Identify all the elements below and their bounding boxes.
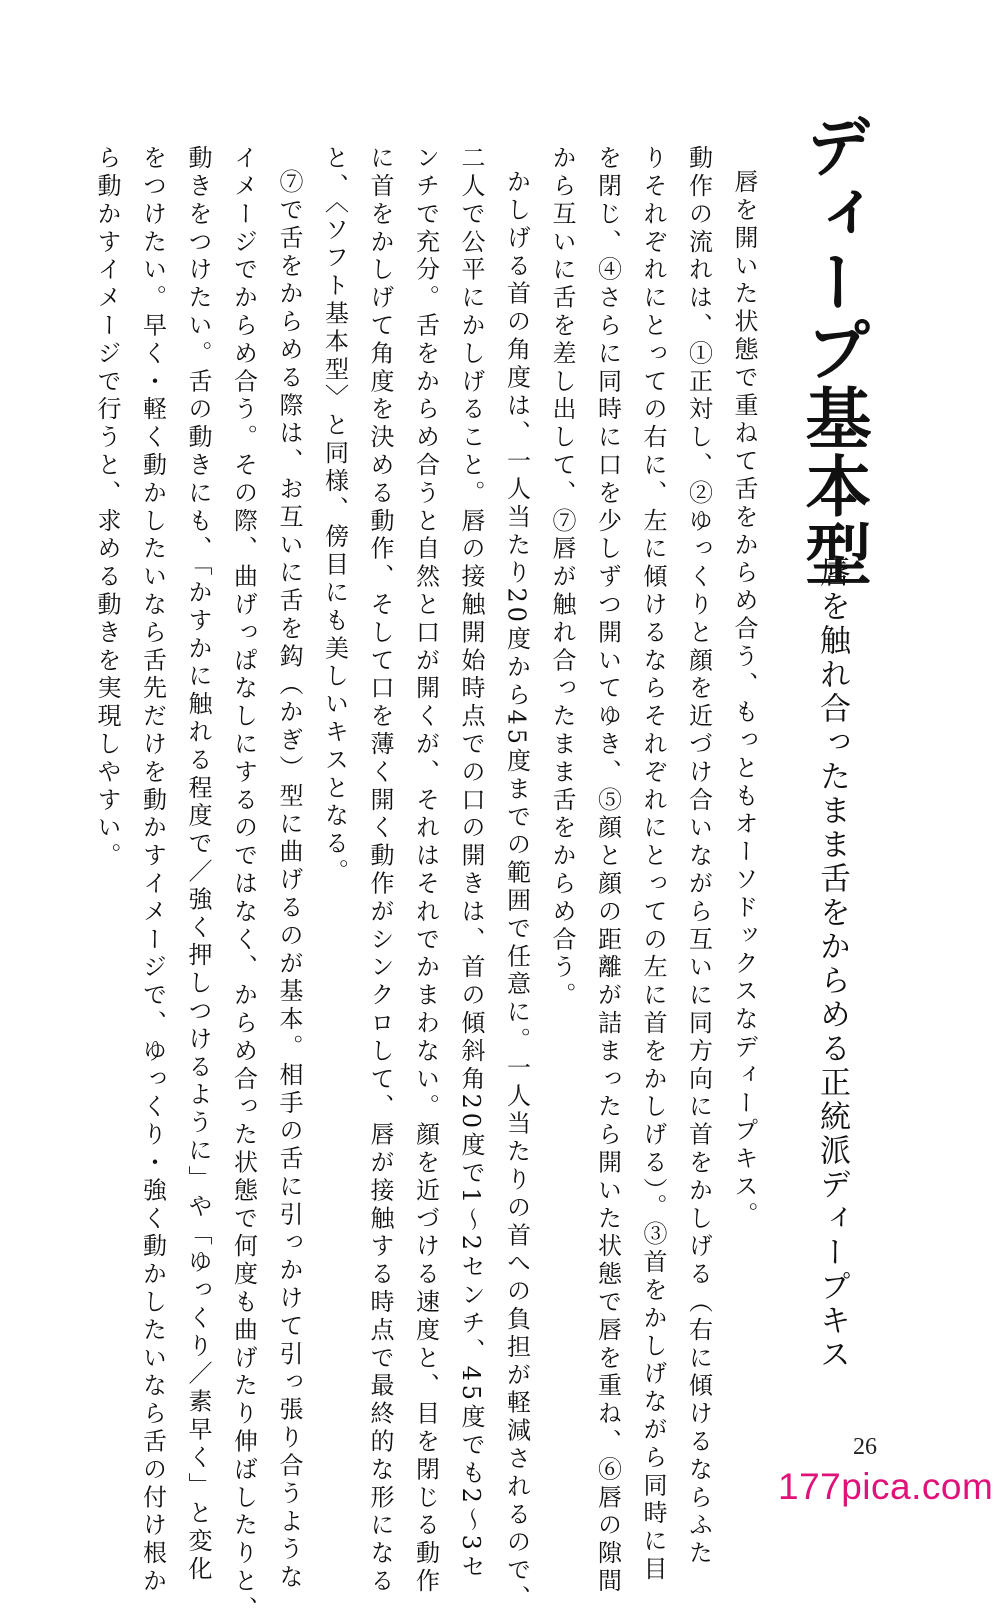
body-line: から互いに舌を差し出して、⑦唇が触れ合ったまま舌をからめ合う。 [548,145,576,1010]
page-title: ディープ基本型 [794,112,871,588]
body-line: を閉じ、④さらに同時に口を少しずつ開いてゆき、⑤顔と顔の距離が詰まったら開いた状態で唇を重ね、⑥唇の隙間 [593,145,622,1596]
body-text [84,145,767,1624]
watermark: 177pica.com [778,1466,994,1507]
body-line: をつけたい。早く・軽く動かしたいなら舌先だけを動かすイメージで、ゆっくり・強く動かしたいなら舌の付け根か [138,145,167,1596]
body-line: 動きをつけたい。舌の動きにも、「かすかに触れる程度で／強く押しつけるように」や「ゆっくり／素早く」と変化 [184,145,212,1584]
body-line: ⑦で舌をからめる際は、お互いに舌を鈎（かぎ）型に曲げるのが基本。相手の舌に引っかけて引っ張り合うような [275,169,303,1592]
body-line: 動作の流れは、①正対し、②ゆっくりと顔を近づけ合いながら互いに同方向に首をかしげる（右に傾けるならふた [684,145,713,1568]
body-line: かしげる首の角度は、一人当たり20度から45度までの範囲で任意に。一人当たりの首への負担が軽減されるので、 [502,169,531,1613]
body-line: と、〈ソフト基本型〉と同様、傍目にも美しいキスとなる。 [320,145,349,887]
body-line: 二人で公平にかしげること。唇の接触開始時点での口の開きは、首の傾斜角20度で1～2センチ、45度でも2～3セ [457,145,485,1582]
body-line: に首をかしげて角度を決める動作、そして口を薄く開く動作がシンクロして、唇が接触する時点で最終的な形になる [366,145,394,1596]
body-line: ンチで充分。舌をからめ合うと自然と口が開くが、それはそれでかまわない。顔を近づける速度と、目を閉じる動作 [411,145,440,1596]
body-line: イメージでからめ合う。その際、曲げっぱなしにするのではなく、からめ合った状態で何度も曲げたり伸ばしたりと、 [229,145,258,1624]
body-line: ら動かすイメージで行うと、求める動きを実現しやすい。 [93,145,121,871]
body-line: りそれぞれにとっての右に、左に傾けるならそれぞれにとっての左に首をかしげる）。③首をかしげながら同時に目 [639,145,667,1584]
page-number: 26 [853,1434,877,1460]
subtitle: 唇を触れ合ったまま舌をからめる正統派ディープキス [814,556,850,1372]
body-line: 唇を開いた状態で重ねて舌をからめ合う、もっともオーソドックスなディープキス。 [730,169,758,1230]
